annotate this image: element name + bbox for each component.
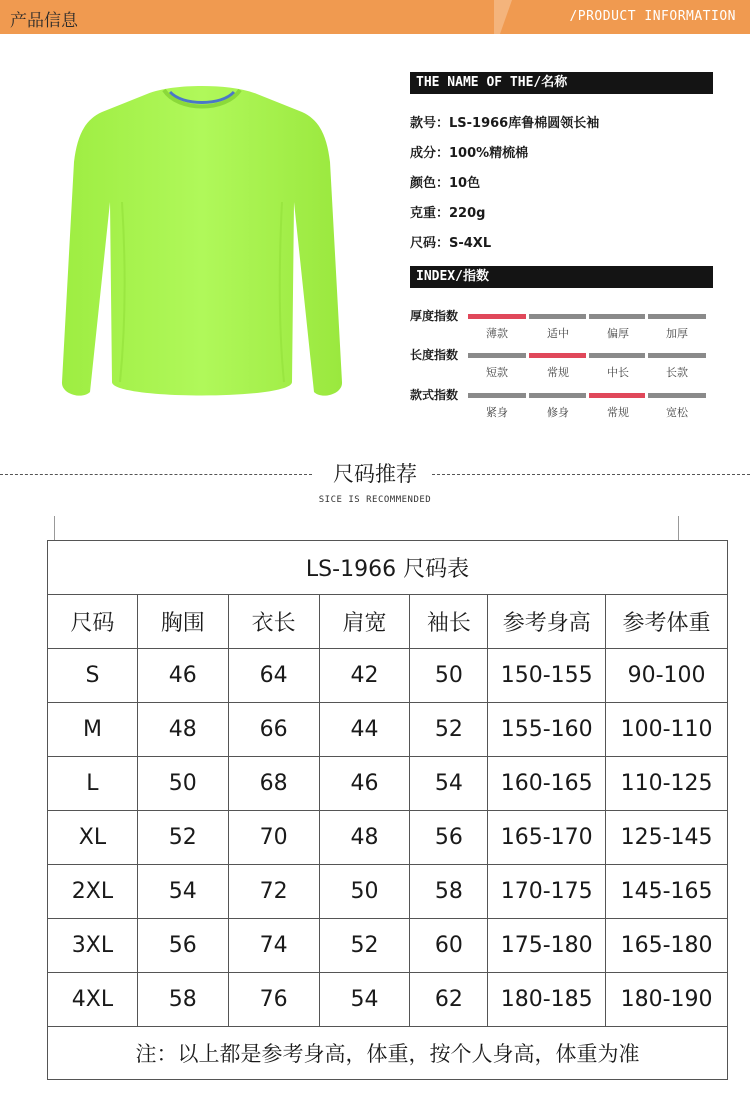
cell-chest: 46	[137, 649, 228, 703]
cell-size: S	[48, 649, 138, 703]
fit-opt-3: 常规	[607, 406, 629, 419]
cell-weight: 125-145	[606, 811, 728, 865]
fit-seg-4	[648, 393, 706, 398]
product-style-number: 款号：LS-1966库鲁棉圆领长袖	[410, 116, 600, 131]
cell-height: 180-185	[488, 973, 606, 1027]
product-colors: 颜色：10色	[410, 176, 481, 191]
header-bar	[0, 0, 750, 34]
thickness-seg-2	[529, 314, 586, 319]
fit-seg-1	[468, 393, 526, 398]
length-opt-4: 长款	[666, 366, 688, 379]
cell-chest: 52	[137, 811, 228, 865]
header-title: 产品信息	[10, 11, 78, 31]
length-opt-2: 常规	[547, 366, 569, 379]
cell-weight: 110-125	[606, 757, 728, 811]
fit-opt-4: 宽松	[666, 406, 688, 419]
cell-weight: 100-110	[606, 703, 728, 757]
cell-length: 68	[228, 757, 319, 811]
table-row	[48, 811, 728, 865]
cell-weight: 90-100	[606, 649, 728, 703]
header-ref-height: 参考身高	[488, 595, 606, 649]
thickness-opt-4: 加厚	[666, 327, 688, 340]
cell-shoulder: 52	[319, 919, 410, 973]
length-seg-3	[589, 353, 645, 358]
cell-height: 160-165	[488, 757, 606, 811]
product-material: 成分：100%精梳棉	[410, 146, 529, 161]
cell-length: 72	[228, 865, 319, 919]
length-seg-4	[648, 353, 706, 358]
product-weight: 克重：220g	[410, 206, 486, 221]
length-opt-1: 短款	[486, 366, 508, 379]
thickness-seg-3	[589, 314, 645, 319]
cell-height: 155-160	[488, 703, 606, 757]
section-subtitle: SICE IS RECOMMENDED	[318, 495, 432, 505]
cell-weight: 180-190	[606, 973, 728, 1027]
cell-shoulder: 48	[319, 811, 410, 865]
header-sleeve: 袖长	[410, 595, 488, 649]
table-row	[48, 703, 728, 757]
size-table-title: LS-1966 尺码表	[48, 541, 728, 595]
thickness-opt-2: 适中	[547, 327, 569, 340]
cell-length: 74	[228, 919, 319, 973]
size-table-note: 注：以上都是参考身高，体重，按个人身高，体重为准	[48, 1027, 728, 1080]
thickness-seg-4	[648, 314, 706, 319]
thickness-opt-3: 偏厚	[607, 327, 629, 340]
cell-sleeve: 52	[410, 703, 488, 757]
table-row	[48, 757, 728, 811]
header-ref-weight: 参考体重	[606, 595, 728, 649]
cell-sleeve: 54	[410, 757, 488, 811]
cell-chest: 54	[137, 865, 228, 919]
cell-size: L	[48, 757, 138, 811]
thickness-index-label: 厚度指数	[410, 309, 459, 323]
cell-height: 170-175	[488, 865, 606, 919]
header-length: 衣长	[228, 595, 319, 649]
header-chest: 胸围	[137, 595, 228, 649]
cell-length: 66	[228, 703, 319, 757]
cell-size: 3XL	[48, 919, 138, 973]
cell-shoulder: 54	[319, 973, 410, 1027]
cell-weight: 165-180	[606, 919, 728, 973]
cell-size: 4XL	[48, 973, 138, 1027]
product-sizes: 尺码：S-4XL	[410, 236, 492, 251]
length-seg-2	[529, 353, 586, 358]
cell-size: XL	[48, 811, 138, 865]
fit-index-label: 款式指数	[410, 388, 459, 402]
index-bar: INDEX/指数	[410, 266, 713, 288]
cell-length: 70	[228, 811, 319, 865]
cell-sleeve: 56	[410, 811, 488, 865]
cell-height: 150-155	[488, 649, 606, 703]
table-row	[48, 919, 728, 973]
cell-length: 76	[228, 973, 319, 1027]
fit-seg-3	[589, 393, 645, 398]
thickness-opt-1: 薄款	[486, 327, 508, 340]
cell-sleeve: 62	[410, 973, 488, 1027]
table-corner-mark-right	[678, 516, 679, 540]
table-corner-mark-left	[54, 516, 55, 540]
cell-shoulder: 44	[319, 703, 410, 757]
cell-shoulder: 50	[319, 865, 410, 919]
size-table	[47, 540, 728, 1080]
cell-shoulder: 46	[319, 757, 410, 811]
cell-chest: 48	[137, 703, 228, 757]
header-divider	[494, 0, 512, 34]
cell-sleeve: 50	[410, 649, 488, 703]
table-row	[48, 973, 728, 1027]
cell-chest: 50	[137, 757, 228, 811]
cell-chest: 58	[137, 973, 228, 1027]
cell-shoulder: 42	[319, 649, 410, 703]
cell-size: M	[48, 703, 138, 757]
fit-opt-1: 紧身	[486, 406, 508, 419]
cell-height: 175-180	[488, 919, 606, 973]
header-subtitle: /PRODUCT INFORMATION	[569, 9, 736, 24]
product-name-bar: THE NAME OF THE/名称	[410, 72, 713, 94]
cell-sleeve: 58	[410, 865, 488, 919]
cell-height: 165-170	[488, 811, 606, 865]
length-index-label: 长度指数	[410, 348, 459, 362]
fit-opt-2: 修身	[547, 406, 569, 419]
product-image-shirt	[52, 82, 352, 412]
fit-seg-2	[529, 393, 586, 398]
length-seg-1	[468, 353, 526, 358]
header-shoulder: 肩宽	[319, 595, 410, 649]
cell-chest: 56	[137, 919, 228, 973]
table-row	[48, 865, 728, 919]
cell-weight: 145-165	[606, 865, 728, 919]
length-opt-3: 中长	[607, 366, 629, 379]
cell-sleeve: 60	[410, 919, 488, 973]
cell-size: 2XL	[48, 865, 138, 919]
section-title: 尺码推荐	[333, 462, 417, 486]
thickness-seg-1	[468, 314, 526, 319]
cell-length: 64	[228, 649, 319, 703]
table-row	[48, 649, 728, 703]
header-size: 尺码	[48, 595, 138, 649]
